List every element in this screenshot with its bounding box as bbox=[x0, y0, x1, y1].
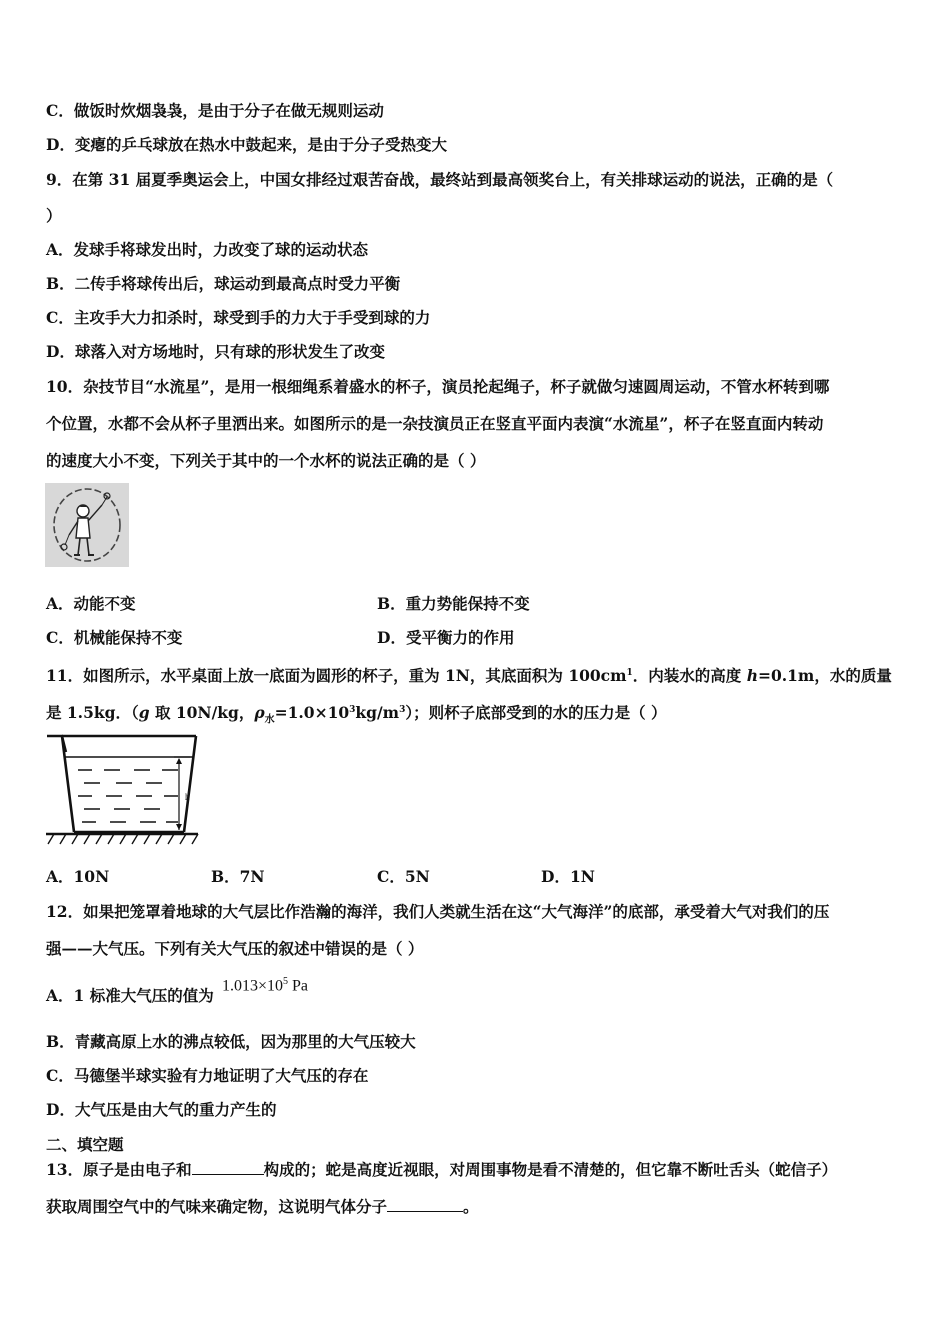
cup-on-table-figure bbox=[44, 732, 200, 846]
q11-text-e: 取 10N/kg， bbox=[149, 703, 255, 723]
q9-option-c: C．主攻手大力扣杀时，球受到手的力大于手受到球的力 bbox=[46, 308, 431, 327]
section-heading-fill-in: 二、填空题 bbox=[46, 1135, 124, 1154]
q10-stem-line3: 的速度大小不变，下列关于其中的一个水杯的说法正确的是（ ） bbox=[46, 451, 486, 470]
q10-option-a: A．动能不变 bbox=[46, 594, 136, 613]
q11-density-exponent: 3 bbox=[349, 705, 356, 715]
q11-text-f: ）；则杯子底部受到的水的压力是（ ） bbox=[405, 703, 667, 723]
q11-height-symbol: h bbox=[746, 666, 758, 686]
q11-density-unit: kg/m bbox=[355, 703, 400, 723]
formula-unit: Pa bbox=[288, 977, 309, 995]
q10-option-c: C．机械能保持不变 bbox=[46, 628, 183, 647]
q11-text-d: 是 1.5kg．（ bbox=[46, 703, 139, 723]
q11-unit-exponent: 3 bbox=[399, 705, 406, 715]
q9-option-a: A．发球手将球发出时，力改变了球的运动状态 bbox=[46, 240, 369, 259]
q11-rho-subscript: 水 bbox=[264, 714, 275, 726]
q10-stem-line1: 10．杂技节目“水流星”，是用一根细绳系着盛水的杯子，演员抡起绳子，杯子就做匀速圆周运动，不管水杯转到哪 bbox=[46, 377, 830, 396]
q12-stem-line1: 12．如果把笼罩着地球的大气层比作浩瀚的海洋，我们人类就生活在这“大气海洋”的底部，承受着大气对我们的压 bbox=[46, 902, 830, 921]
q9-option-d: D．球落入对方场地时，只有球的形状发生了改变 bbox=[46, 342, 385, 361]
q10-option-d: D．受平衡力的作用 bbox=[377, 628, 515, 647]
q11-option-b: B．7N bbox=[211, 867, 265, 886]
q9-stem-line2: ） bbox=[46, 206, 62, 225]
water-meteor-figure bbox=[45, 483, 129, 567]
q11-text-b: ．内装水的高度 bbox=[632, 666, 747, 686]
q13-text-b: 构成的；蛇是高度近视眼，对周围事物是看不清楚的，但它靠不断吐舌头（蛇信子） bbox=[263, 1160, 838, 1179]
q8-option-c: C．做饭时炊烟袅袅，是由于分子在做无规则运动 bbox=[46, 101, 384, 120]
q12-option-a: A．1 标准大气压的值为 bbox=[46, 986, 214, 1005]
q12-option-b: B．青藏高原上水的沸点较低，因为那里的大气压较大 bbox=[46, 1032, 416, 1051]
q11-area-exponent: 1 bbox=[626, 668, 633, 678]
q11-stem-line1 bbox=[46, 663, 892, 686]
q11-density-value: =1.0×10 bbox=[274, 703, 350, 723]
formula-exponent: 5 bbox=[283, 976, 289, 987]
q11-rho-symbol: ρ bbox=[254, 703, 265, 723]
q12-option-c: C．马德堡半球实验有力地证明了大气压的存在 bbox=[46, 1066, 369, 1085]
q13-text-c: 获取周围空气中的气味来确定物，这说明气体分子 bbox=[46, 1197, 388, 1216]
q13-stem-line1 bbox=[46, 1160, 837, 1180]
q9-option-b: B．二传手将球传出后，球运动到最高点时受力平衡 bbox=[46, 274, 401, 293]
q8-option-d: D．变瘪的乒乓球放在热水中鼓起来，是由于分子受热变大 bbox=[46, 135, 447, 154]
q12-option-d: D．大气压是由大气的重力产生的 bbox=[46, 1100, 277, 1119]
q12-stem-line2: 强——大气压。下列有关大气压的叙述中错误的是（ ） bbox=[46, 939, 424, 958]
formula-base: 1.013×10 bbox=[222, 977, 284, 995]
q13-text-a: 13．原子是由电子和 bbox=[46, 1160, 192, 1179]
q11-text-c: =0.1m，水的质量 bbox=[757, 666, 892, 686]
q11-option-d: D．1N bbox=[541, 867, 595, 886]
q13-blank-1[interactable] bbox=[192, 1160, 264, 1175]
q13-stem-line2 bbox=[46, 1197, 479, 1217]
q9-stem-line1: 9．在第 31 届夏季奥运会上，中国女排经过艰苦奋战，最终站到最高领奖台上，有关排球运动的说法，正确的是（ bbox=[46, 170, 834, 189]
q10-stem-line2: 个位置，水都不会从杯子里洒出来。如图所示的是一杂技演员正在竖直平面内表演“水流星”，杯子在竖直面内转动 bbox=[46, 414, 824, 433]
q11-option-c: C．5N bbox=[377, 867, 430, 886]
q11-g-symbol: g bbox=[138, 703, 150, 723]
q11-option-a: A．10N bbox=[46, 867, 110, 886]
cup-height-label: h bbox=[185, 792, 190, 802]
q10-option-b: B．重力势能保持不变 bbox=[377, 594, 530, 613]
q13-blank-2[interactable] bbox=[387, 1197, 463, 1212]
standard-atmosphere-formula bbox=[222, 976, 308, 995]
q13-text-d: 。 bbox=[463, 1197, 479, 1216]
q11-stem-line2 bbox=[46, 700, 666, 730]
q11-text-a: 11．如图所示，水平桌面上放一底面为圆形的杯子，重为 1N，其底面积为 100cm bbox=[46, 666, 627, 686]
